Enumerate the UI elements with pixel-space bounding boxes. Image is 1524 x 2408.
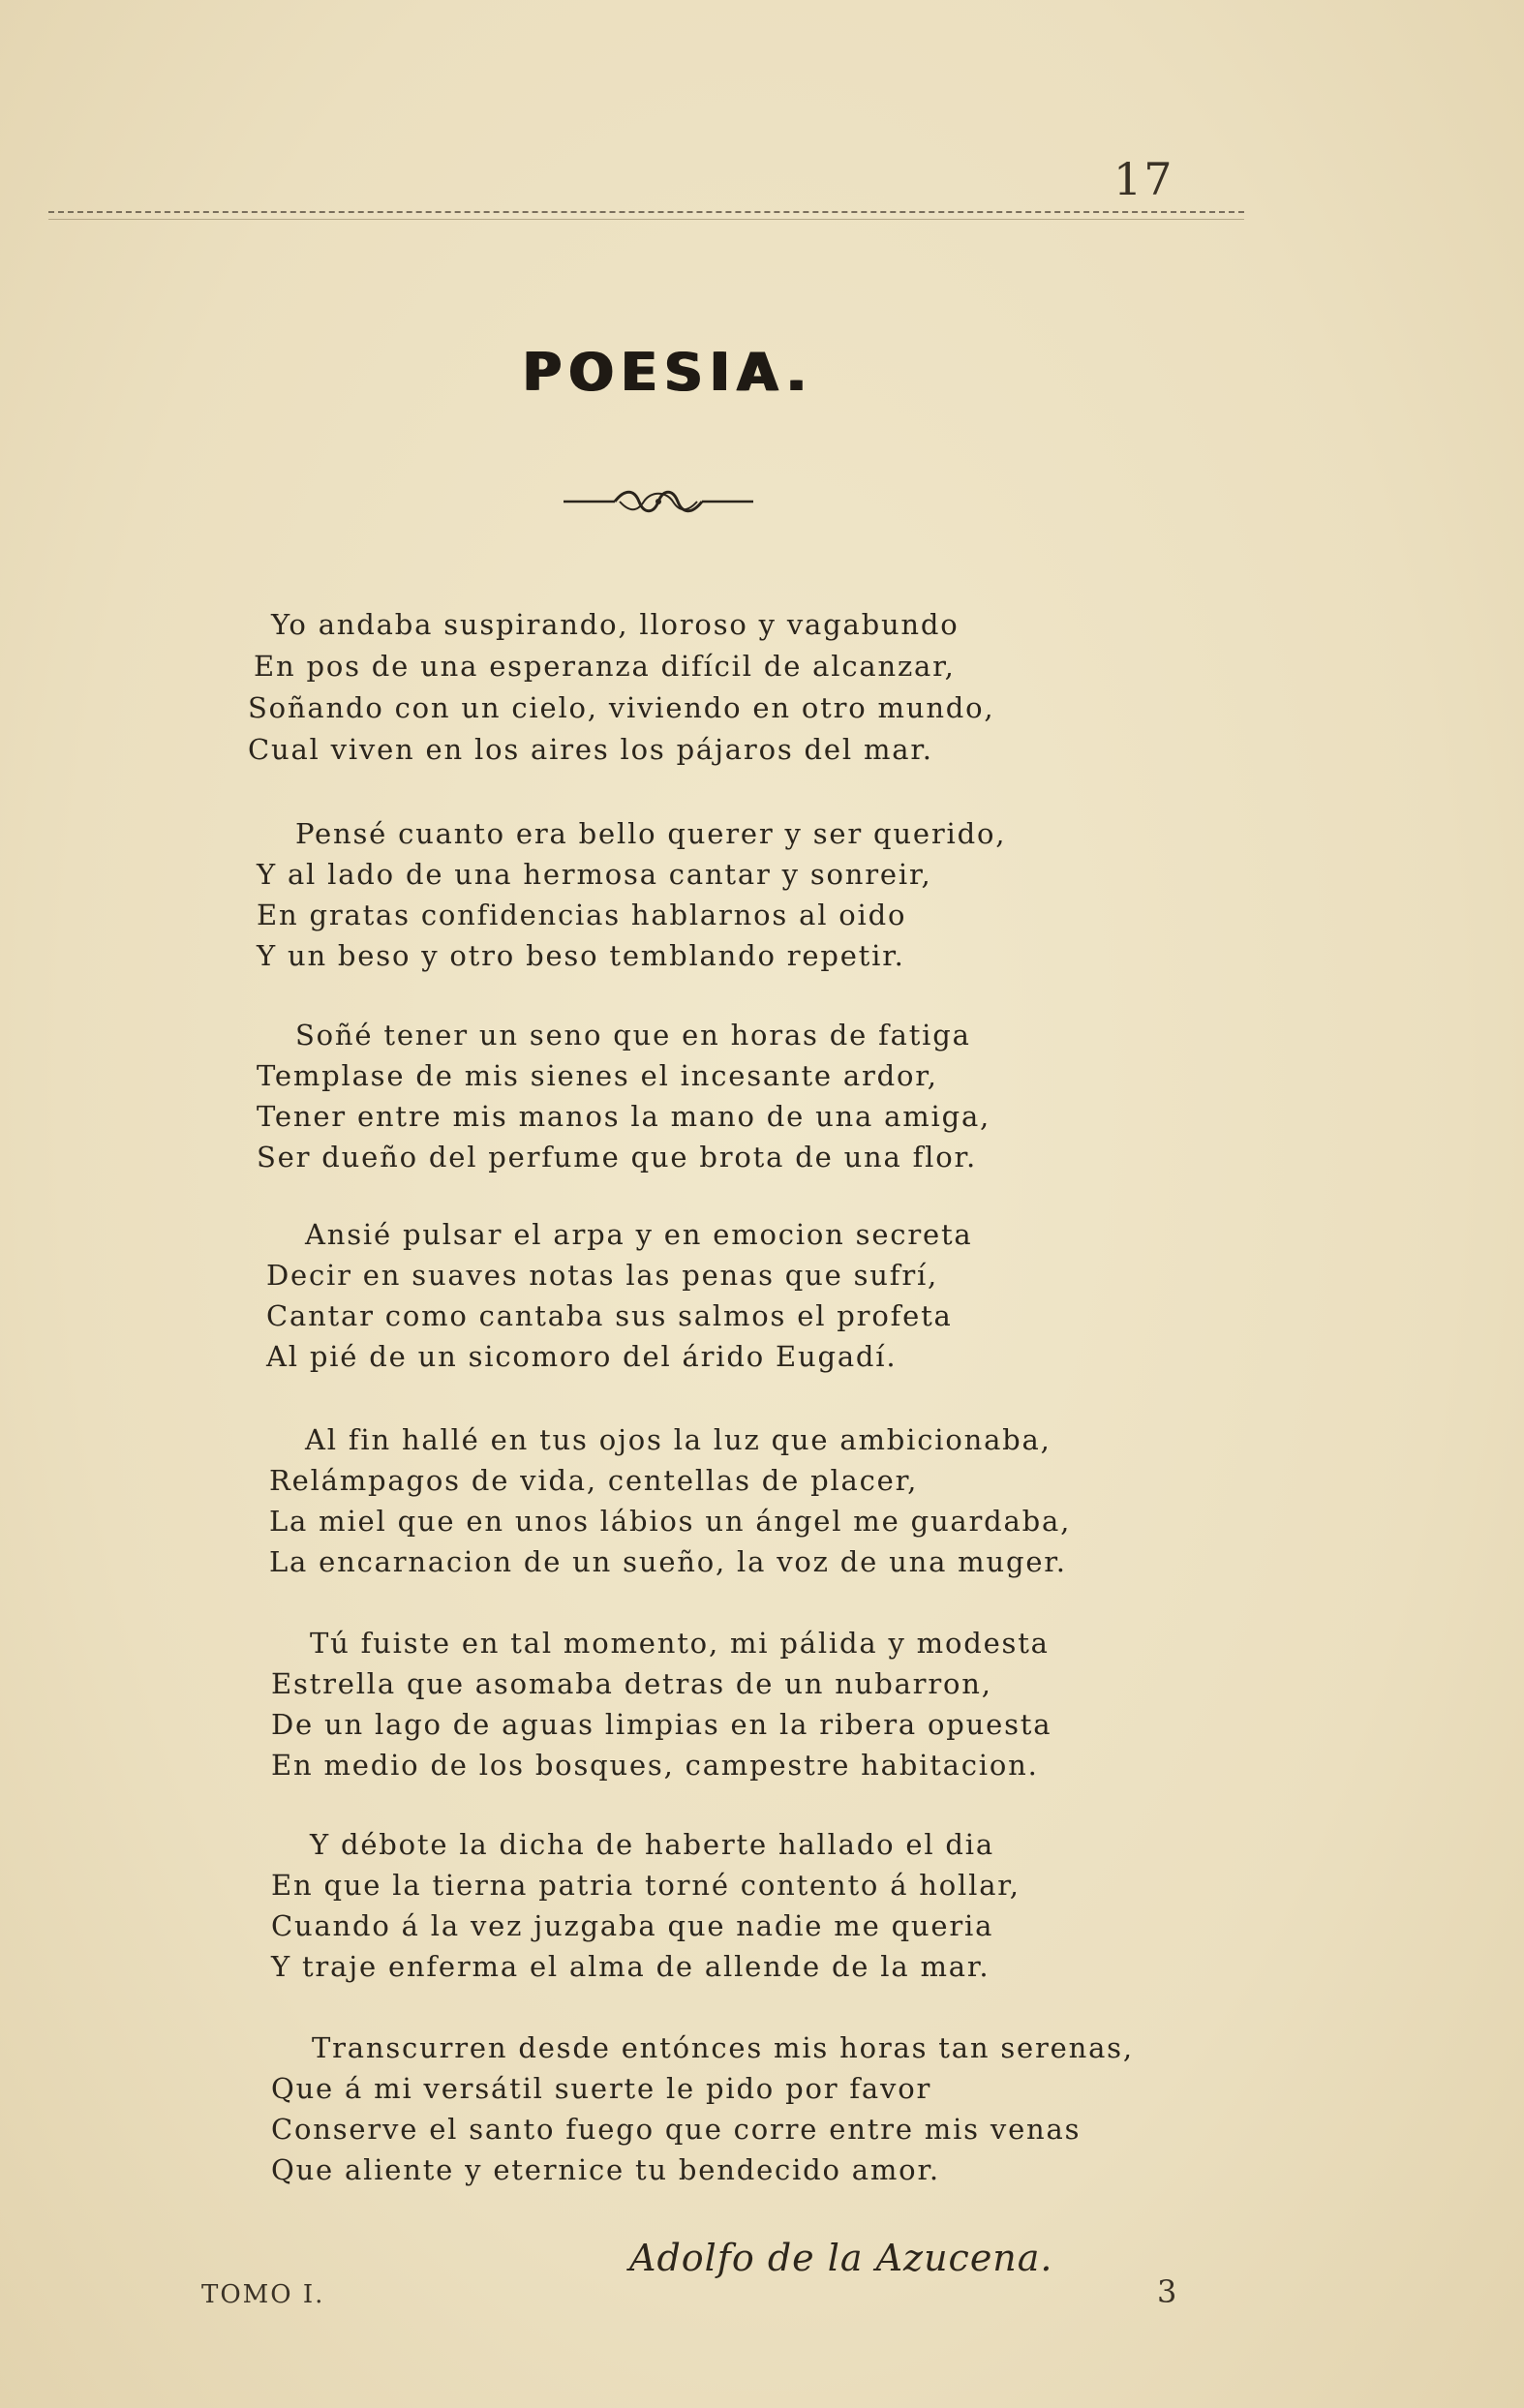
poem-line: En que la tierna patria torné contento á hollar,: [271, 1869, 1021, 1902]
page-number: 17: [1113, 153, 1174, 205]
poem-line: La encarnacion de un sueño, la voz de una muger.: [269, 1545, 1067, 1578]
poem-line: Tener entre mis manos la mano de una amiga,: [257, 1100, 991, 1133]
poem-line: Relámpagos de vida, centellas de placer,: [269, 1464, 919, 1497]
poem-title: POESIA.: [522, 342, 814, 403]
poem-line: Yo andaba suspirando, lloroso y vagabundo: [271, 608, 960, 641]
poem-line: Soñé tener un seno que en horas de fatiga: [295, 1019, 971, 1052]
poem-line: Transcurren desde entónces mis horas tan serenas,: [312, 2031, 1134, 2064]
poem-line: Al fin hallé en tus ojos la luz que ambicionaba,: [305, 1423, 1052, 1456]
poem-line: Y al lado de una hermosa cantar y sonreir,: [257, 858, 932, 891]
volume-label: TOMO I.: [201, 2280, 325, 2309]
poem-line: Y traje enferma el alma de allende de la mar.: [271, 1950, 991, 1983]
poem-line: Que á mi versátil suerte le pido por favor: [271, 2072, 932, 2105]
poem-line: Y un beso y otro beso temblando repetir.: [257, 939, 905, 972]
poem-line: Conserve el santo fuego que corre entre mis venas: [271, 2113, 1082, 2146]
signature-mark: 3: [1157, 2273, 1177, 2310]
poem-line: Cantar como cantaba sus salmos el profeta: [266, 1299, 953, 1332]
poem-line: Estrella que asomaba detras de un nubarron,: [271, 1667, 992, 1700]
poem-line: Tú fuiste en tal momento, mi pálida y modesta: [310, 1627, 1050, 1660]
poem-line: Soñando con un cielo, viviendo en otro mundo,: [248, 691, 995, 724]
poem-line: De un lago de aguas limpias en la ribera opuesta: [271, 1708, 1052, 1741]
poem-line: Que aliente y eternice tu bendecido amor.: [271, 2153, 940, 2186]
poem-line: Decir en suaves notas las penas que sufrí,: [266, 1259, 939, 1292]
poem-line: Pensé cuanto era bello querer y ser querido,: [295, 817, 1007, 850]
poem-line: En gratas confidencias hablarnos al oido: [257, 899, 907, 931]
poem-line: Y débote la dicha de haberte hallado el dia: [310, 1828, 994, 1861]
poem-line: Al pié de un sicomoro del árido Eugadí.: [266, 1340, 898, 1373]
poem-line: En medio de los bosques, campestre habitacion.: [271, 1749, 1039, 1782]
poem-line: Cuando á la vez juzgaba que nadie me queria: [271, 1909, 994, 1942]
poem-line: Cual viven en los aires los pájaros del mar.: [248, 733, 933, 766]
poem-line: En pos de una esperanza difícil de alcanzar,: [254, 650, 956, 683]
poem-line: Ser dueño del perfume que brota de una flor.: [257, 1141, 978, 1174]
poem-line: La miel que en unos lábios un ángel me guardaba,: [269, 1505, 1072, 1538]
author-signature: Adolfo de la Azucena.: [629, 2237, 1053, 2279]
poem-line: Templase de mis sienes el incesante ardor,: [257, 1059, 938, 1092]
poem-line: Ansié pulsar el arpa y en emocion secreta: [305, 1218, 973, 1251]
